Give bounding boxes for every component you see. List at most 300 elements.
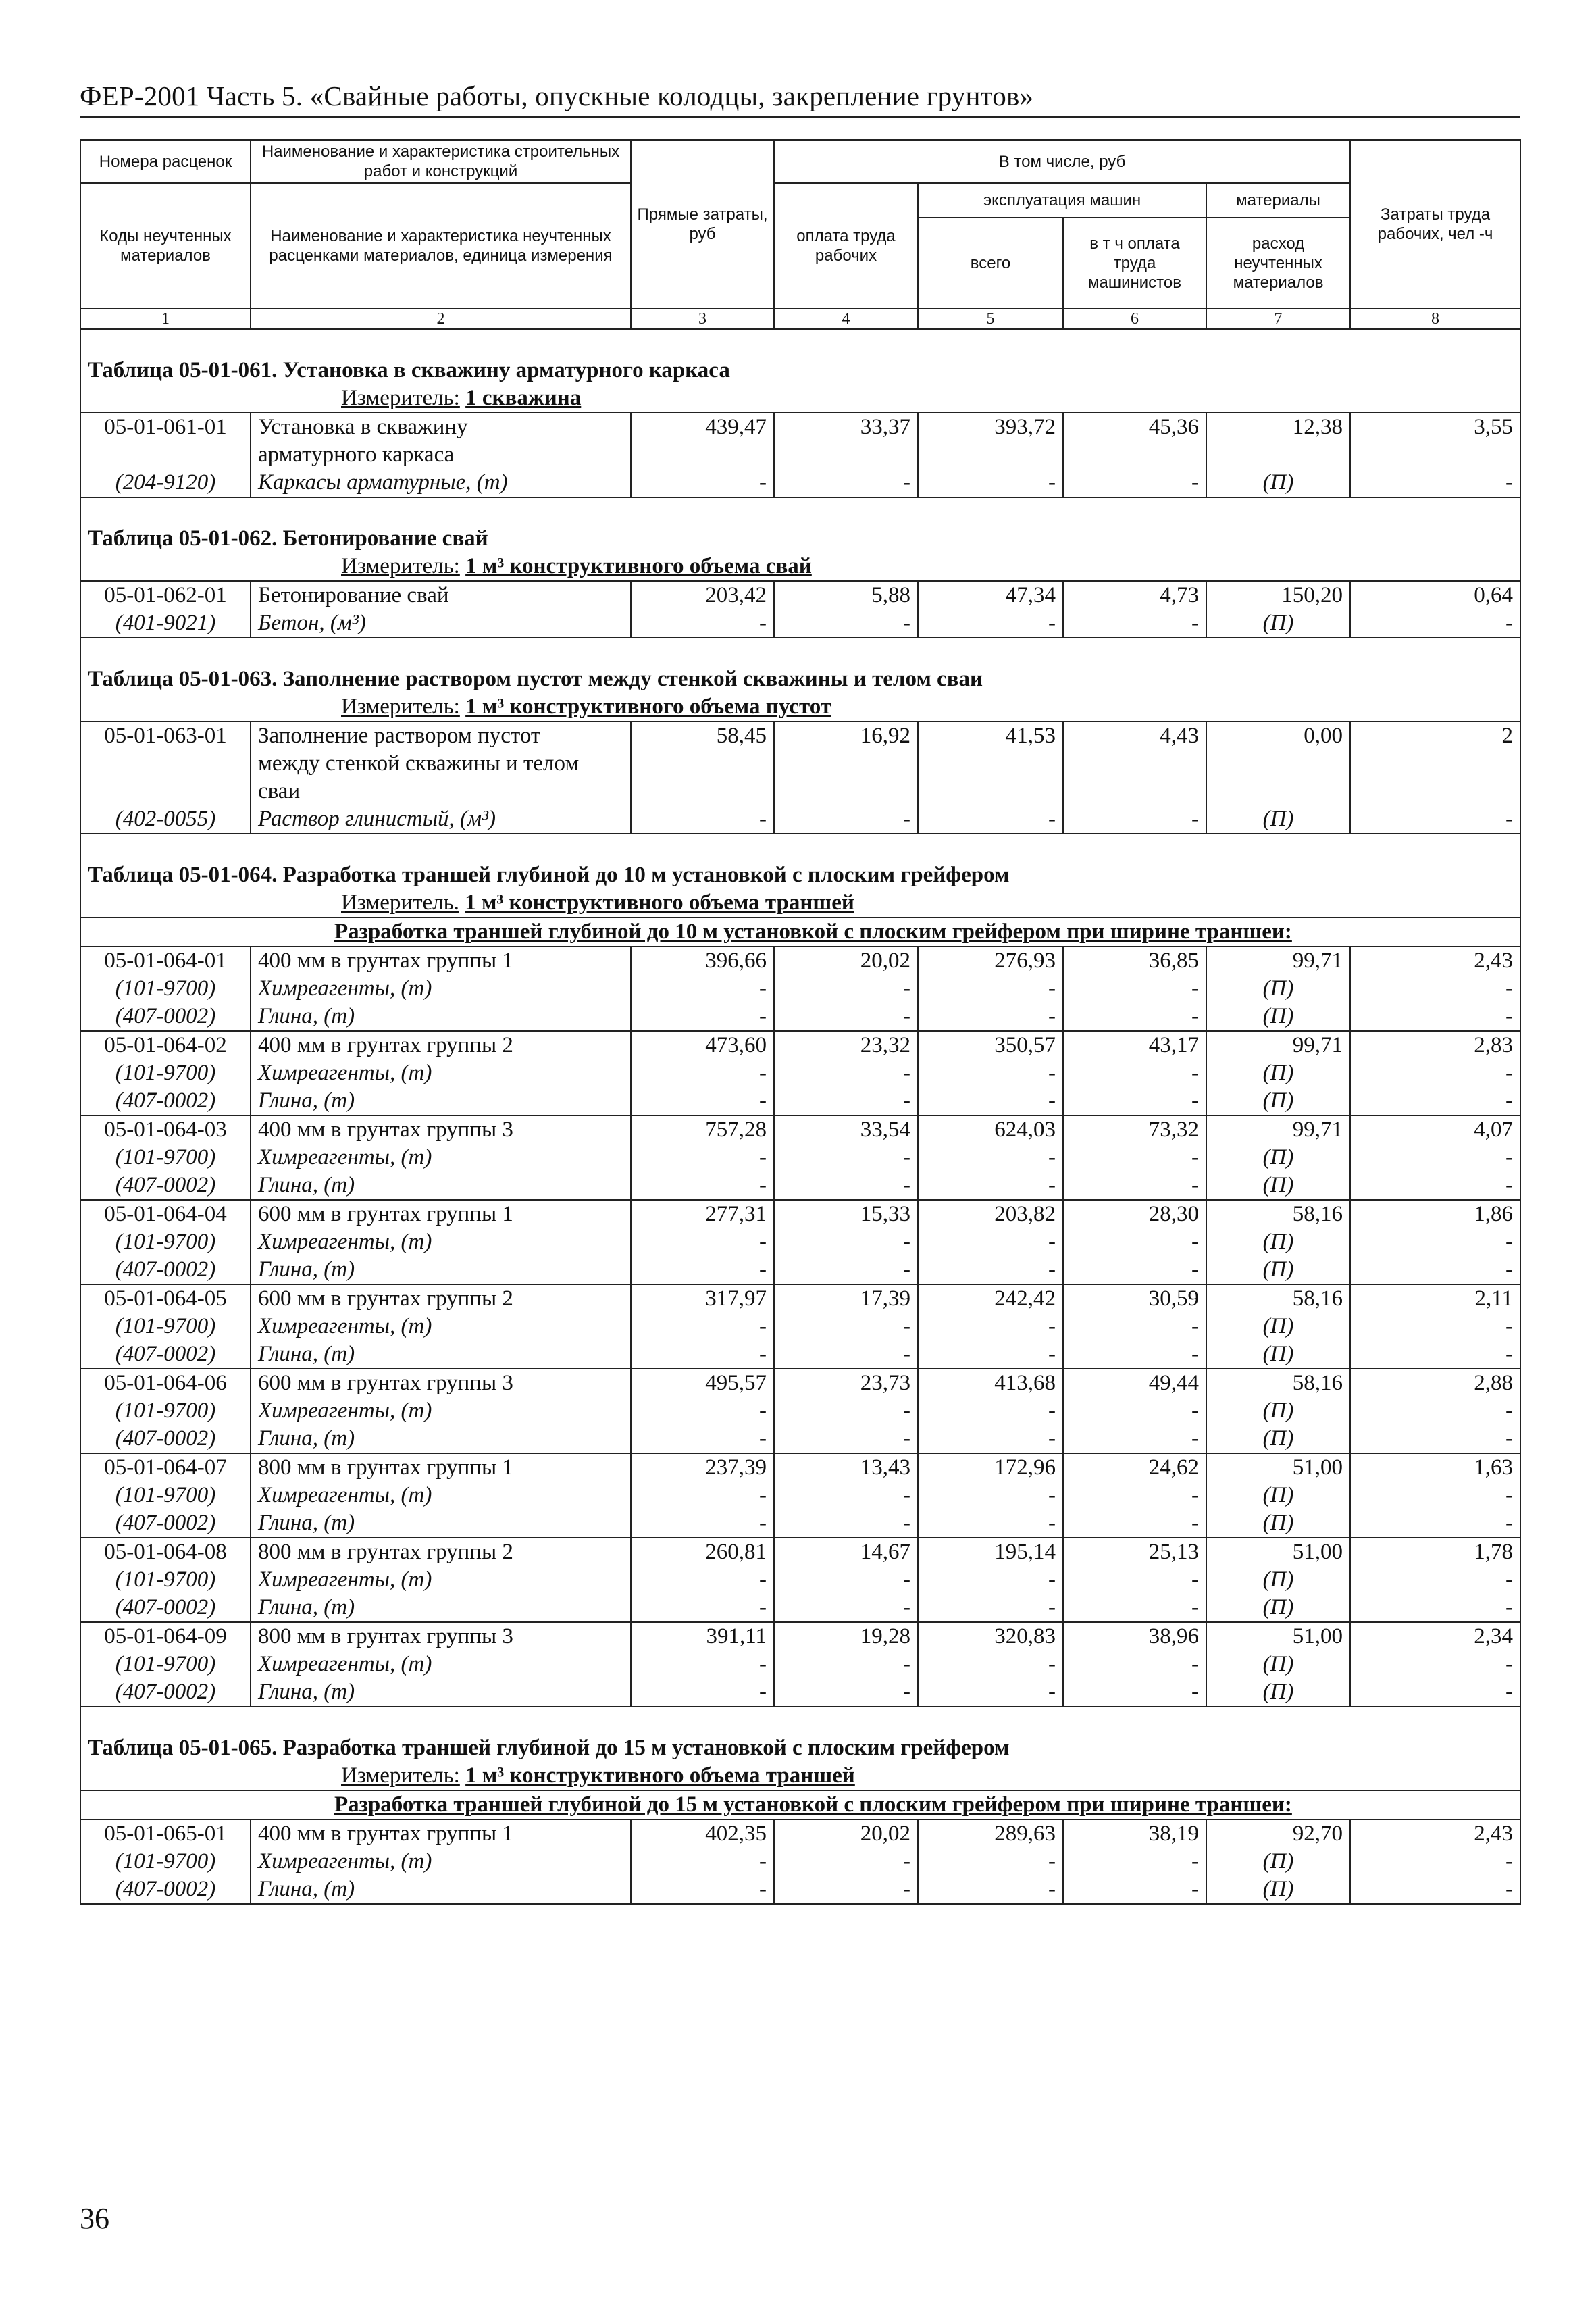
- material-row: [80, 1482, 1520, 1509]
- dash-cell: -: [631, 805, 774, 834]
- subheading-row: [80, 917, 1520, 947]
- material-code: (407-0002): [80, 1256, 251, 1284]
- value-col-4: 23,73: [774, 1369, 918, 1397]
- work-name: сваи: [251, 778, 631, 805]
- material-code: (402-0055): [80, 805, 251, 834]
- dash-cell: -: [1350, 1144, 1520, 1172]
- dash-cell: -: [631, 1425, 774, 1453]
- dash-cell: -: [631, 975, 774, 1003]
- unaccounted-mark: (П): [1206, 1566, 1350, 1594]
- dash-cell: -: [1063, 1482, 1206, 1509]
- material-name: Химреагенты, (т): [251, 1482, 631, 1509]
- rate-code: 05-01-064-08: [80, 1538, 251, 1566]
- measure-unit: 1 м³ конструктивного объема пустот: [465, 695, 831, 719]
- dash-cell: -: [631, 1172, 774, 1200]
- material-code: (101-9700): [80, 1313, 251, 1340]
- rule-cell: [631, 1903, 774, 1904]
- material-name: Химреагенты, (т): [251, 1228, 631, 1256]
- dash-cell: -: [774, 1144, 918, 1172]
- empty-cell: [1063, 441, 1206, 469]
- unaccounted-mark: (П): [1206, 1228, 1350, 1256]
- rule-cell: [1206, 1903, 1350, 1904]
- dash-cell: -: [1063, 1651, 1206, 1678]
- material-row: [80, 1651, 1520, 1678]
- running-header: ФЕР-2001 Часть 5. «Свайные работы, опускные колодцы, закрепление грунтов»: [80, 80, 1034, 111]
- table-row: [80, 1453, 1520, 1482]
- value-col-7: 99,71: [1206, 1031, 1350, 1059]
- rate-code: 05-01-063-01: [80, 722, 251, 750]
- dash-cell: -: [1350, 1313, 1520, 1340]
- work-name: 600 мм в грунтах группы 1: [251, 1200, 631, 1228]
- measure-unit: 1 м³ конструктивного объема траншей: [465, 1763, 855, 1788]
- empty-cell: [774, 441, 918, 469]
- dash-cell: -: [631, 1228, 774, 1256]
- measure-unit: 1 м³ конструктивного объема траншей: [465, 890, 854, 915]
- measure-row: [80, 384, 1520, 413]
- value-col-5: 413,68: [918, 1369, 1063, 1397]
- value-col-8: 2,43: [1350, 947, 1520, 975]
- value-col-3: 402,35: [631, 1819, 774, 1848]
- value-col-8: 1,78: [1350, 1538, 1520, 1566]
- value-col-3: 495,57: [631, 1369, 774, 1397]
- material-name: Глина, (т): [251, 1340, 631, 1369]
- empty-cell: [774, 750, 918, 778]
- table-title: Таблица 05-01-065. Разработка траншей глубиной до 15 м установкой с плоским грейфером: [80, 1707, 1520, 1762]
- material-name: Глина, (т): [251, 1425, 631, 1453]
- unaccounted-mark: (П): [1206, 1087, 1350, 1115]
- material-name: Бетон, (м³): [251, 609, 631, 638]
- dash-cell: -: [1063, 1594, 1206, 1622]
- material-row: [80, 469, 1520, 497]
- table-title-row: [80, 834, 1520, 889]
- material-code: (407-0002): [80, 1594, 251, 1622]
- dash-cell: -: [1350, 1003, 1520, 1031]
- measure-line: [80, 1762, 1520, 1790]
- dash-cell: -: [631, 1566, 774, 1594]
- dash-cell: -: [631, 1397, 774, 1425]
- dash-cell: -: [1063, 1848, 1206, 1876]
- measure-label: Измеритель:: [341, 1763, 460, 1788]
- table-row: [80, 722, 1520, 750]
- table-row: [80, 947, 1520, 975]
- empty-cell: [1063, 778, 1206, 805]
- dash-cell: -: [774, 469, 918, 497]
- material-row: [80, 1594, 1520, 1622]
- unaccounted-mark: (П): [1206, 1340, 1350, 1369]
- measure-line: [80, 889, 1520, 917]
- empty-cell: [80, 750, 251, 778]
- material-code: (101-9700): [80, 1397, 251, 1425]
- value-col-8: 2,88: [1350, 1369, 1520, 1397]
- unaccounted-mark: (П): [1206, 609, 1350, 638]
- empty-cell: [774, 778, 918, 805]
- dash-cell: -: [1063, 1256, 1206, 1284]
- work-name: 400 мм в грунтах группы 3: [251, 1115, 631, 1144]
- value-col-6: 38,19: [1063, 1819, 1206, 1848]
- column-number: 5: [918, 309, 1063, 329]
- value-col-6: 25,13: [1063, 1538, 1206, 1566]
- material-row: [80, 1003, 1520, 1031]
- dash-cell: -: [918, 805, 1063, 834]
- measure-line: [80, 384, 1520, 413]
- value-col-4: 5,88: [774, 581, 918, 609]
- value-col-7: 99,71: [1206, 1115, 1350, 1144]
- dash-cell: -: [1063, 1003, 1206, 1031]
- rule-cell: [80, 1903, 251, 1904]
- dash-cell: -: [631, 1087, 774, 1115]
- table-row: [80, 1819, 1520, 1848]
- material-name: Химреагенты, (т): [251, 1059, 631, 1087]
- dash-cell: -: [1350, 975, 1520, 1003]
- rule-cell: [1350, 1903, 1520, 1904]
- unaccounted-mark: (П): [1206, 1313, 1350, 1340]
- value-col-7: 0,00: [1206, 722, 1350, 750]
- material-name: Химреагенты, (т): [251, 975, 631, 1003]
- unaccounted-mark: (П): [1206, 1144, 1350, 1172]
- dash-cell: -: [918, 1059, 1063, 1087]
- dash-cell: -: [1063, 1059, 1206, 1087]
- price-table-body: [80, 140, 1520, 1904]
- including-header: В том числе, руб: [774, 140, 1350, 183]
- value-col-3: 260,81: [631, 1538, 774, 1566]
- dash-cell: -: [631, 1594, 774, 1622]
- value-col-6: 45,36: [1063, 413, 1206, 441]
- dash-cell: -: [774, 1003, 918, 1031]
- dash-cell: -: [1350, 1678, 1520, 1707]
- dash-cell: -: [631, 1256, 774, 1284]
- material-code: (101-9700): [80, 1059, 251, 1087]
- col-machines-total-header: всего: [918, 218, 1063, 309]
- empty-cell: [80, 778, 251, 805]
- table-row: [80, 413, 1520, 441]
- dash-cell: -: [1063, 1397, 1206, 1425]
- dash-cell: -: [918, 1678, 1063, 1707]
- rule-cell: [918, 1903, 1063, 1904]
- value-col-5: 289,63: [918, 1819, 1063, 1848]
- work-name: 400 мм в грунтах группы 1: [251, 947, 631, 975]
- col-material-consumption-header: расход неучтенных материалов: [1206, 218, 1350, 309]
- col-direct-costs-header: Прямые затраты, руб: [631, 140, 774, 309]
- material-row: [80, 1059, 1520, 1087]
- value-col-5: 203,82: [918, 1200, 1063, 1228]
- material-code: (407-0002): [80, 1509, 251, 1538]
- column-number: 1: [80, 309, 251, 329]
- work-name: 400 мм в грунтах группы 2: [251, 1031, 631, 1059]
- material-code: (407-0002): [80, 1425, 251, 1453]
- table-row: [80, 1200, 1520, 1228]
- unaccounted-mark: (П): [1206, 805, 1350, 834]
- material-code: (204-9120): [80, 469, 251, 497]
- value-col-3: 439,47: [631, 413, 774, 441]
- value-col-5: 624,03: [918, 1115, 1063, 1144]
- material-code: (407-0002): [80, 1172, 251, 1200]
- material-row: [80, 1172, 1520, 1200]
- dash-cell: -: [918, 1228, 1063, 1256]
- measure-label: Измеритель:: [341, 554, 460, 578]
- value-col-3: 757,28: [631, 1115, 774, 1144]
- empty-cell: [1350, 750, 1520, 778]
- value-col-7: 58,16: [1206, 1200, 1350, 1228]
- dash-cell: -: [1350, 1594, 1520, 1622]
- value-col-4: 14,67: [774, 1538, 918, 1566]
- dash-cell: -: [631, 1003, 774, 1031]
- material-row: [80, 1087, 1520, 1115]
- material-name: Химреагенты, (т): [251, 1144, 631, 1172]
- unaccounted-mark: (П): [1206, 1876, 1350, 1903]
- dash-cell: -: [918, 1848, 1063, 1876]
- value-col-3: 473,60: [631, 1031, 774, 1059]
- value-col-8: 2,43: [1350, 1819, 1520, 1848]
- value-col-8: 1,63: [1350, 1453, 1520, 1482]
- dash-cell: -: [918, 1425, 1063, 1453]
- material-name: Химреагенты, (т): [251, 1397, 631, 1425]
- work-name: 800 мм в грунтах группы 2: [251, 1538, 631, 1566]
- material-row: [80, 805, 1520, 834]
- dash-cell: -: [631, 1651, 774, 1678]
- work-name: Бетонирование свай: [251, 581, 631, 609]
- dash-cell: -: [1350, 1425, 1520, 1453]
- material-row: [80, 1340, 1520, 1369]
- value-col-4: 20,02: [774, 947, 918, 975]
- value-col-5: 320,83: [918, 1622, 1063, 1651]
- value-col-6: 36,85: [1063, 947, 1206, 975]
- dash-cell: -: [774, 975, 918, 1003]
- value-col-8: 2,11: [1350, 1284, 1520, 1313]
- rate-code: 05-01-061-01: [80, 413, 251, 441]
- material-name: Химреагенты, (т): [251, 1651, 631, 1678]
- dash-cell: -: [1063, 1313, 1206, 1340]
- column-number: 6: [1063, 309, 1206, 329]
- value-col-5: 41,53: [918, 722, 1063, 750]
- empty-cell: [631, 778, 774, 805]
- value-col-8: 1,86: [1350, 1200, 1520, 1228]
- measure-label: Измеритель.: [341, 890, 459, 915]
- dash-cell: -: [774, 1425, 918, 1453]
- empty-cell: [631, 441, 774, 469]
- dash-cell: -: [1063, 1228, 1206, 1256]
- rate-code: 05-01-065-01: [80, 1819, 251, 1848]
- rule-cell: [774, 1903, 918, 1904]
- dash-cell: -: [774, 1566, 918, 1594]
- dash-cell: -: [918, 1144, 1063, 1172]
- material-name: Глина, (т): [251, 1509, 631, 1538]
- table-row: [80, 1538, 1520, 1566]
- material-row: [80, 1144, 1520, 1172]
- unaccounted-mark: (П): [1206, 1509, 1350, 1538]
- material-code: (101-9700): [80, 1482, 251, 1509]
- value-col-3: 317,97: [631, 1284, 774, 1313]
- dash-cell: -: [774, 805, 918, 834]
- material-name: Химреагенты, (т): [251, 1313, 631, 1340]
- price-table: [80, 139, 1521, 1905]
- dash-cell: -: [1063, 1340, 1206, 1369]
- rate-code: 05-01-064-06: [80, 1369, 251, 1397]
- empty-cell: [918, 778, 1063, 805]
- dash-cell: -: [1063, 975, 1206, 1003]
- material-name: Глина, (т): [251, 1087, 631, 1115]
- empty-cell: [1206, 778, 1350, 805]
- dash-cell: -: [1350, 469, 1520, 497]
- dash-cell: -: [774, 1087, 918, 1115]
- value-col-8: 2,34: [1350, 1622, 1520, 1651]
- rate-code: 05-01-064-01: [80, 947, 251, 975]
- material-row: [80, 1313, 1520, 1340]
- empty-cell: [1063, 750, 1206, 778]
- dash-cell: -: [631, 1678, 774, 1707]
- table-title-row: [80, 497, 1520, 553]
- dash-cell: -: [1350, 1087, 1520, 1115]
- empty-cell: [1206, 441, 1350, 469]
- value-col-8: 0,64: [1350, 581, 1520, 609]
- measure-row: [80, 889, 1520, 917]
- material-name: Раствор глинистый, (м³): [251, 805, 631, 834]
- subheading-row: [80, 1790, 1520, 1819]
- value-col-5: 242,42: [918, 1284, 1063, 1313]
- value-col-6: 30,59: [1063, 1284, 1206, 1313]
- dash-cell: -: [918, 1482, 1063, 1509]
- material-name: Химреагенты, (т): [251, 1848, 631, 1876]
- work-name: Заполнение раствором пустот: [251, 722, 631, 750]
- rule-cell: [251, 1903, 631, 1904]
- column-number-row: [80, 309, 1520, 329]
- dash-cell: -: [1063, 1509, 1206, 1538]
- material-row: [80, 1876, 1520, 1903]
- value-col-6: 38,96: [1063, 1622, 1206, 1651]
- material-code: (101-9700): [80, 1144, 251, 1172]
- dash-cell: -: [774, 1509, 918, 1538]
- dash-cell: -: [918, 1313, 1063, 1340]
- dash-cell: -: [1063, 1172, 1206, 1200]
- measure-unit: 1 скважина: [465, 386, 582, 410]
- unaccounted-mark: (П): [1206, 1003, 1350, 1031]
- material-name: Глина, (т): [251, 1594, 631, 1622]
- rate-code: 05-01-064-04: [80, 1200, 251, 1228]
- col-rate-numbers-header: Номера расценок: [80, 140, 251, 183]
- dash-cell: -: [918, 975, 1063, 1003]
- dash-cell: -: [774, 1313, 918, 1340]
- dash-cell: -: [1350, 1059, 1520, 1087]
- value-col-8: 4,07: [1350, 1115, 1520, 1144]
- value-col-8: 2,83: [1350, 1031, 1520, 1059]
- value-col-6: 43,17: [1063, 1031, 1206, 1059]
- material-name: Химреагенты, (т): [251, 1566, 631, 1594]
- subheading: Разработка траншей глубиной до 15 м установкой с плоским грейфером при ширине траншеи:: [80, 1790, 1520, 1819]
- work-name: арматурного каркаса: [251, 441, 631, 469]
- table-row-cont: [80, 441, 1520, 469]
- dash-cell: -: [1350, 1566, 1520, 1594]
- rate-code: 05-01-062-01: [80, 581, 251, 609]
- material-code: (407-0002): [80, 1003, 251, 1031]
- material-code: (401-9021): [80, 609, 251, 638]
- table-title: Таблица 05-01-063. Заполнение раствором пустот между стенкой скважины и телом сваи: [80, 638, 1520, 693]
- unaccounted-mark: (П): [1206, 1651, 1350, 1678]
- material-row: [80, 1848, 1520, 1876]
- col-works-name-header: Наименование и характеристика строительных работ и конструкций: [251, 140, 631, 183]
- dash-cell: -: [1350, 1397, 1520, 1425]
- dash-cell: -: [918, 1087, 1063, 1115]
- machines-header: эксплуатация машин: [918, 183, 1206, 218]
- rate-code: 05-01-064-09: [80, 1622, 251, 1651]
- dash-cell: -: [918, 1651, 1063, 1678]
- dash-cell: -: [918, 1566, 1063, 1594]
- empty-cell: [1206, 750, 1350, 778]
- dash-cell: -: [631, 1876, 774, 1903]
- work-name: 600 мм в грунтах группы 2: [251, 1284, 631, 1313]
- dash-cell: -: [1063, 1144, 1206, 1172]
- dash-cell: -: [918, 1003, 1063, 1031]
- table-title: Таблица 05-01-062. Бетонирование свай: [80, 497, 1520, 553]
- work-name: 800 мм в грунтах группы 3: [251, 1622, 631, 1651]
- work-name: 800 мм в грунтах группы 1: [251, 1453, 631, 1482]
- unaccounted-mark: (П): [1206, 1482, 1350, 1509]
- value-col-7: 51,00: [1206, 1453, 1350, 1482]
- dash-cell: -: [774, 1848, 918, 1876]
- unaccounted-mark: (П): [1206, 1848, 1350, 1876]
- column-header-row-2: [80, 183, 1520, 218]
- materials-header: материалы: [1206, 183, 1350, 218]
- value-col-5: 276,93: [918, 947, 1063, 975]
- table-title: Таблица 05-01-061. Установка в скважину арматурного каркаса: [80, 329, 1520, 384]
- material-row: [80, 609, 1520, 638]
- material-row: [80, 1678, 1520, 1707]
- material-code: (101-9700): [80, 975, 251, 1003]
- dash-cell: -: [774, 1678, 918, 1707]
- value-col-3: 237,39: [631, 1453, 774, 1482]
- table-title-row: [80, 329, 1520, 384]
- value-col-4: 16,92: [774, 722, 918, 750]
- material-code: (101-9700): [80, 1228, 251, 1256]
- value-col-3: 277,31: [631, 1200, 774, 1228]
- empty-cell: [918, 441, 1063, 469]
- dash-cell: -: [631, 1509, 774, 1538]
- table-row: [80, 1369, 1520, 1397]
- material-row: [80, 1566, 1520, 1594]
- column-number: 8: [1350, 309, 1520, 329]
- value-col-4: 20,02: [774, 1819, 918, 1848]
- material-code: (407-0002): [80, 1340, 251, 1369]
- dash-cell: -: [918, 1509, 1063, 1538]
- material-code: (101-9700): [80, 1566, 251, 1594]
- measure-line: [80, 553, 1520, 581]
- unaccounted-mark: (П): [1206, 1172, 1350, 1200]
- value-col-6: 28,30: [1063, 1200, 1206, 1228]
- work-name: Установка в скважину: [251, 413, 631, 441]
- table-row: [80, 1115, 1520, 1144]
- dash-cell: -: [1063, 1876, 1206, 1903]
- value-col-7: 99,71: [1206, 947, 1350, 975]
- dash-cell: -: [1350, 1509, 1520, 1538]
- dash-cell: -: [1350, 1256, 1520, 1284]
- value-col-3: 391,11: [631, 1622, 774, 1651]
- value-col-4: 33,37: [774, 413, 918, 441]
- dash-cell: -: [1350, 1340, 1520, 1369]
- dash-cell: -: [1063, 1087, 1206, 1115]
- dash-cell: -: [1350, 1848, 1520, 1876]
- unaccounted-mark: (П): [1206, 1425, 1350, 1453]
- dash-cell: -: [918, 1594, 1063, 1622]
- table-title: Таблица 05-01-064. Разработка траншей глубиной до 10 м установкой с плоским грейфером: [80, 834, 1520, 889]
- material-row: [80, 1228, 1520, 1256]
- dash-cell: -: [774, 1256, 918, 1284]
- col-labor-hours-header: Затраты труда рабочих, чел -ч: [1350, 140, 1520, 309]
- value-col-3: 203,42: [631, 581, 774, 609]
- material-row: [80, 1256, 1520, 1284]
- dash-cell: -: [631, 1059, 774, 1087]
- dash-cell: -: [1350, 1651, 1520, 1678]
- work-name: 400 мм в грунтах группы 1: [251, 1819, 631, 1848]
- unaccounted-mark: (П): [1206, 975, 1350, 1003]
- col-labor-pay-header: оплата труда рабочих: [774, 183, 918, 309]
